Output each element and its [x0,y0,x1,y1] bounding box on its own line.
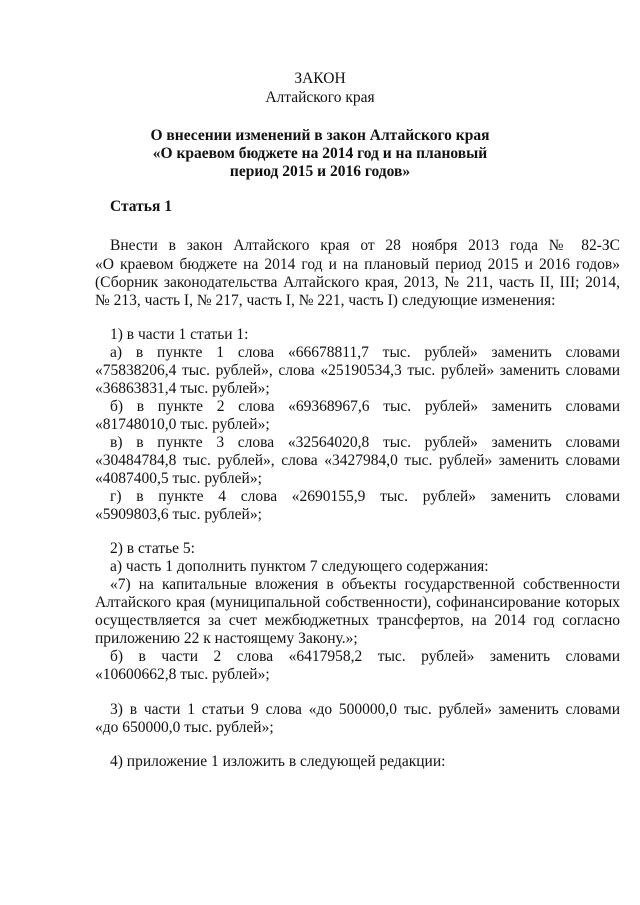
item2-b-line-2: «10600662,8 тыс. рублей»; [95,666,270,683]
item2-quote-line-4: приложению 22 к настоящему Закону.»; [95,630,358,647]
item1-a-line-2: «75838206,4 тыс. рублей», слова «25190534,3 тыс. рублей» заменить словами [95,362,620,379]
item1-c-line-2: «30484784,8 тыс. рублей», слова «3427984,0 тыс. рублей» заменить словами [95,452,620,469]
intro-line-1: Внести в закон Алтайского края от 28 ноября 2013 года № 82-ЗС [110,237,620,254]
item1-a-line-1: а) в пункте 1 слова «66678811,7 тыс. рублей» заменить словами [110,344,620,361]
item2-a: а) часть 1 дополнить пунктом 7 следующего содержания: [110,558,489,575]
intro-line-2: «О краевом бюджете на 2014 год и на плановый период 2015 и 2016 годов» [95,256,620,273]
law-region: Алтайского края [265,89,375,106]
item2-quote-line-2: Алтайского края (муниципальной собственности), софинансирование которых [95,594,620,611]
subject-line-2: «О краевом бюджете на 2014 год и на плановый [152,145,488,162]
intro-line-4: № 213, часть I, № 217, часть I, № 221, часть I) следующие изменения: [95,292,556,309]
item2-quote-line-3: осуществляется за счет межбюджетных трансфертов, на 2014 год согласно [95,612,620,629]
subject-line-1: О внесении изменений в закон Алтайского края [150,127,490,144]
item2-b-line-1: б) в части 2 слова «6417958,2 тыс. рублей» заменить словами [110,648,620,665]
item4: 4) приложение 1 изложить в следующей редакции: [110,753,446,770]
item1-head: 1) в части 1 статьи 1: [110,326,249,343]
item1-d-line-2: «5909803,6 тыс. рублей»; [95,506,262,523]
item1-c-line-3: «4087400,5 тыс. рублей»; [95,470,262,487]
item2-quote-line-1: «7) на капитальные вложения в объекты государственной собственности [110,576,620,593]
subject-line-3: период 2015 и 2016 годов» [229,163,411,180]
law-title: ЗАКОН [294,70,346,87]
item3-line-1: 3) в части 1 статьи 9 слова «до 500000,0 тыс. рублей» заменить словами [110,701,620,718]
item1-a-line-3: «36863831,4 тыс. рублей»; [95,380,270,397]
item1-d-line-1: г) в пункте 4 слова «2690155,9 тыс. рублей» заменить словами [110,488,620,505]
item3-line-2: «до 650000,0 тыс. рублей»; [95,719,274,736]
item1-b-line-2: «81748010,0 тыс. рублей»; [95,416,270,433]
item1-c-line-1: в) в пункте 3 слова «32564020,8 тыс. рублей» заменить словами [110,434,620,451]
intro-line-3: (Сборник законодательства Алтайского края, 2013, № 211, часть II, III; 2014, [95,274,620,291]
article-heading: Статья 1 [110,198,172,215]
item1-b-line-1: б) в пункте 2 слова «69368967,6 тыс. рублей» заменить словами [110,398,620,415]
item2-head: 2) в статье 5: [110,540,195,557]
